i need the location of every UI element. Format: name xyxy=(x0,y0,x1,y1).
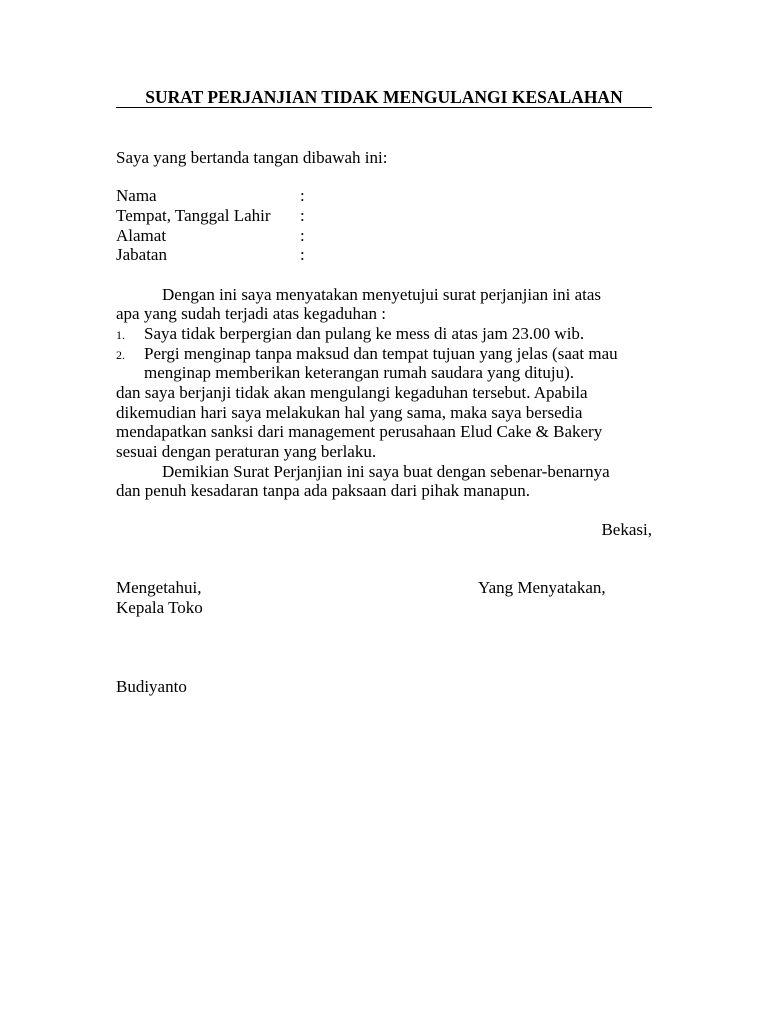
field-label-jabatan: Jabatan xyxy=(116,245,167,264)
place-text: Bekasi, xyxy=(601,520,652,539)
left-signature-role: Kepala Toko xyxy=(116,598,203,617)
list-number-2: 2. xyxy=(116,348,125,362)
paragraph-1-line-2: apa yang sudah terjadi atas kegaduhan : xyxy=(116,304,387,323)
paragraph-2-line-1: dan saya berjanji tidak akan mengulangi kegaduhan tersebut. Apabila xyxy=(116,383,588,402)
paragraph-3-line-2: dan penuh kesadaran tanpa ada paksaan dari pihak manapun. xyxy=(116,481,530,500)
intro-text: Saya yang bertanda tangan dibawah ini: xyxy=(116,148,388,167)
field-label-nama: Nama xyxy=(116,186,157,205)
field-label-alamat: Alamat xyxy=(116,226,167,245)
left-signature-heading: Mengetahui, xyxy=(116,578,202,597)
field-colon-jabatan: : xyxy=(300,245,305,264)
letter-title: SURAT PERJANJIAN TIDAK MENGULANGI KESALAHAN xyxy=(145,87,623,107)
list-number-1: 1. xyxy=(116,328,125,342)
paragraph-3-line-1: Demikian Surat Perjanjian ini saya buat dengan sebenar-benarnya xyxy=(162,462,610,481)
field-colon-ttl: : xyxy=(300,206,305,225)
right-signature-heading: Yang Menyatakan, xyxy=(478,578,606,597)
paragraph-1-line-1: Dengan ini saya menyatakan menyetujui surat perjanjian ini atas xyxy=(162,285,602,304)
paragraph-2-line-2: dikemudian hari saya melakukan hal yang sama, maka saya bersedia xyxy=(116,403,583,422)
field-colon-alamat: : xyxy=(300,226,305,245)
title-underline xyxy=(116,107,652,108)
list-item-2-line-1: Pergi menginap tanpa maksud dan tempat tujuan yang jelas (saat mau xyxy=(144,344,618,363)
list-item-2-line-2: menginap memberikan keterangan rumah saudara yang dituju). xyxy=(144,363,575,382)
paragraph-2-line-3: mendapatkan sanksi dari management perusahaan Elud Cake & Bakery xyxy=(116,422,603,441)
list-item-1: Saya tidak berpergian dan pulang ke mess di atas jam 23.00 wib. xyxy=(144,324,585,343)
field-label-ttl: Tempat, Tanggal Lahir xyxy=(116,206,271,225)
left-signature-name: Budiyanto xyxy=(116,677,187,696)
field-colon-nama: : xyxy=(300,186,305,205)
paragraph-2-line-4: sesuai dengan peraturan yang berlaku. xyxy=(116,442,377,461)
